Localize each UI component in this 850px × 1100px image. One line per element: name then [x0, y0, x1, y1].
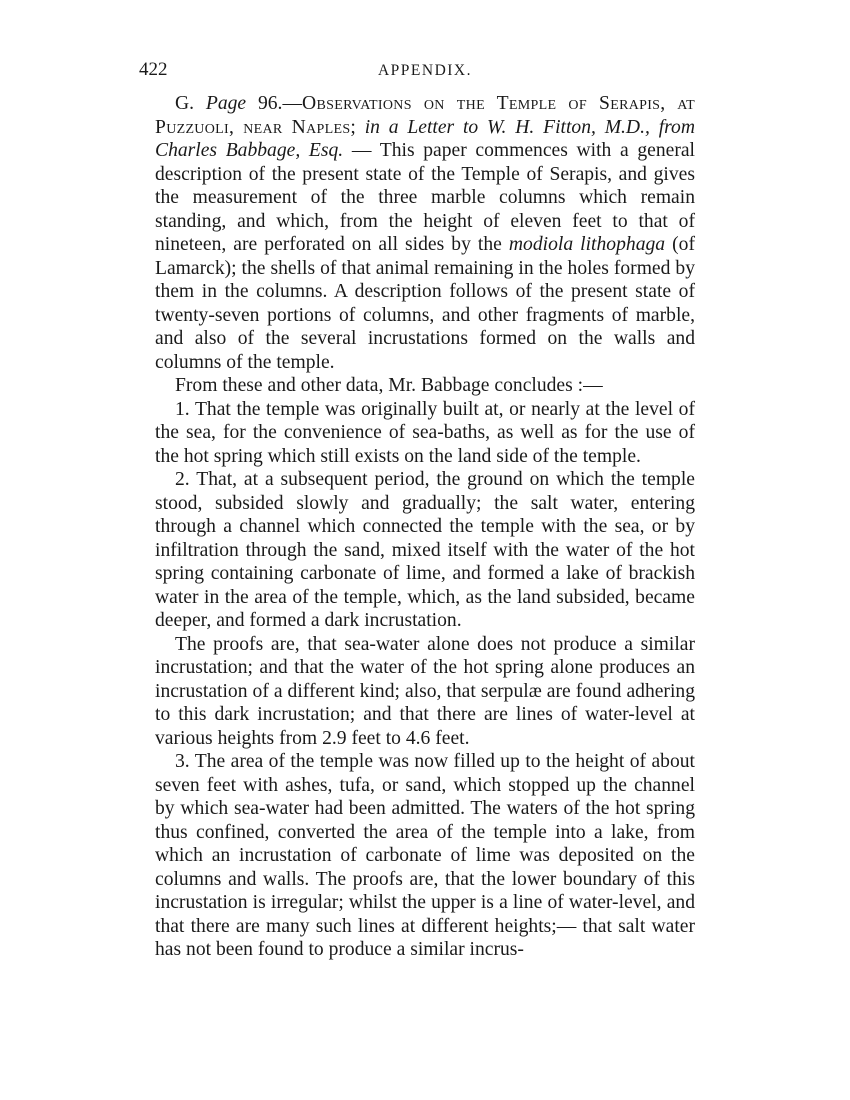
page-number: 422	[139, 59, 168, 80]
section-title-line1: Observations on the Temple of Serapis,	[302, 93, 666, 114]
section-intro	[155, 92, 695, 374]
page-ref: Page	[205, 93, 247, 114]
running-head: APPENDIX.	[377, 62, 473, 79]
species-name: modiola lithophaga	[508, 234, 666, 255]
title-dash: —	[282, 93, 303, 114]
title-separator: ;	[350, 116, 356, 138]
section-body-continued: (of Lamarck); the shells of that animal remaining in the holes formed by them in the columns. A description follows of the present state of twenty-seven portions of columns, and other fragments of marble, and also of the several incrustations formed on the walls and columns of the temple.	[155, 234, 695, 373]
conclusion-3: 3. The area of the temple was now filled up to the height of about seven feet with ashes, tufa, or sand, which stopped up the channel by which sea-water had been admitted. The waters of the hot spring thus confined, converted the area of the temple into a lake, from which an incrustation of carbonate of lime was deposited on the columns and walls. The proofs are, that the lower boundary of this incrustation is irregular; whilst the upper is a line of water-level, and that there are many such lines at different heights;— that salt water has not been found to produce a similar incrus-	[155, 751, 695, 960]
conclusion-1: 1. That the temple was originally built at, or nearly at the level of the sea, for the convenience of sea-baths, as well as for the use of the hot spring which still exists on the land side of the temple.	[155, 398, 695, 467]
page-ref-number: 96.	[257, 93, 283, 114]
section-label: G.	[175, 93, 195, 114]
letter-intro: in a Letter to W. H. Fitton, M.D., from Charles Babbage, Esq.	[155, 116, 695, 161]
section-body: — This paper commences with a general description of the present state of the Temple of Serapis, and gives the measurement of the three marble columns which remain standing, and which, from the height of eleven feet to that of nineteen, are perforated on all sides by the	[155, 140, 695, 255]
book-page	[139, 58, 695, 962]
conclusion-intro: From these and other data, Mr. Babbage concludes :—	[175, 375, 603, 396]
page-header	[139, 58, 695, 84]
conclusion-2: 2. That, at a subsequent period, the ground on which the temple stood, subsided slowly and gradually; the salt water, entering through a channel which connected the temple with the sea, or by infiltration through the sand, mixed itself with the water of the hot spring containing carbonate of lime, and formed a lake of brackish water in the area of the temple, which, as the land subsided, became deeper, and formed a dark incrustation.	[155, 469, 695, 631]
section-title-line2: at Puzzuoli, near Naples	[155, 93, 695, 138]
proofs-paragraph: The proofs are, that sea-water alone does not produce a similar incrustation; and that the water of the hot spring alone produces an incrustation of a different kind; also, that serpulæ are found adhering to this dark incrustation; and that there are lines of water-level at various heights from 2.9 feet to 4.6 feet.	[155, 633, 695, 749]
